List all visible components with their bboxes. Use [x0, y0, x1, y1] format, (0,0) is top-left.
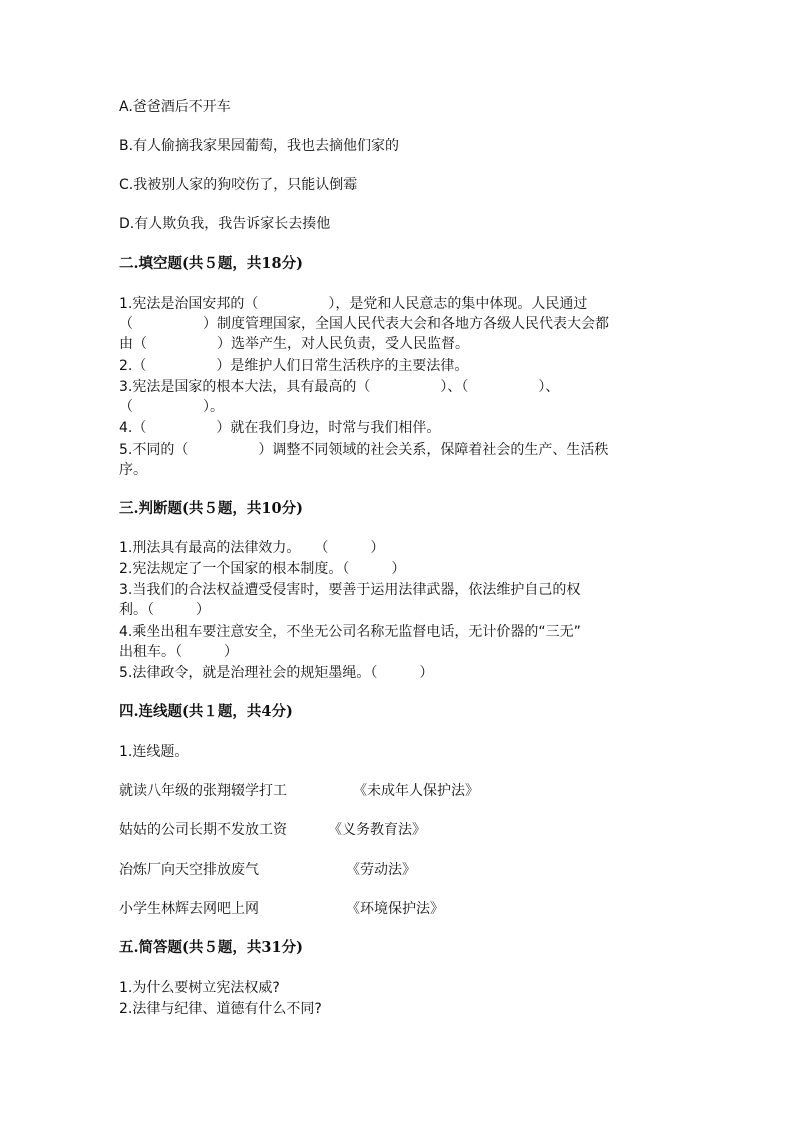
match-left: 冶炼厂向天空排放废气 [119, 862, 259, 878]
section-heading-short: 五.简答题(共５题，共31分) [119, 939, 303, 956]
fill-line: （ ）制度管理国家，全国人民代表大会和各地方各级人民代表大会都 [119, 316, 609, 332]
fill-line: 由（ ）选举产生，对人民负责，受人民监督。 [119, 336, 469, 352]
section-heading-fill: 二.填空题(共５题，共18分) [119, 255, 303, 272]
match-right: 《环境保护法》 [346, 901, 444, 917]
judge-line: 3.当我们的合法权益遭受侵害时，要善于运用法律武器，依法维护自己的权 [119, 582, 581, 598]
fill-line: 5.不同的（ ）调整不同领域的社会关系，保障着社会的生产、生活秩 [119, 442, 609, 458]
fill-line: （ ）。 [119, 399, 224, 415]
option-c: C.我被别人家的狗咬伤了，只能认倒霉 [119, 177, 358, 193]
match-right: 《义务教育法》 [328, 822, 426, 838]
judge-line: 出租车。（ ） [119, 644, 238, 660]
match-right: 《未成年人保护法》 [353, 783, 479, 799]
match-left: 小学生林辉去网吧上网 [119, 901, 259, 917]
fill-line: 序。 [119, 462, 147, 478]
judge-line: 2.宪法规定了一个国家的根本制度。（ ） [119, 561, 406, 577]
short-line: 2.法律与纪律、道德有什么不同? [119, 1001, 322, 1017]
fill-line: 4.（ ）就在我们身边，时常与我们相伴。 [119, 420, 441, 436]
judge-line: 利。（ ） [119, 602, 210, 618]
fill-line: 3.宪法是国家的根本大法，具有最高的（ ）、（ ）、 [119, 379, 560, 395]
option-b: B.有人偷摘我家果园葡萄，我也去摘他们家的 [119, 138, 400, 154]
option-a: A.爸爸酒后不开车 [119, 99, 231, 115]
fill-line: 2.（ ）是维护人们日常生活秩序的主要法律。 [119, 358, 469, 374]
match-left: 就读八年级的张翔辍学打工 [119, 783, 287, 799]
match-right: 《劳动法》 [346, 862, 416, 878]
judge-line: 4.乘坐出租车要注意安全，不坐无公司名称无监督电话，无计价器的“三无” [119, 624, 581, 640]
judge-line: 5.法律政令，就是治理社会的规矩墨绳。（ ） [119, 665, 434, 681]
option-d: D.有人欺负我，我告诉家长去揍他 [119, 216, 331, 232]
judge-line: 1.刑法具有最高的法律效力。 （ ） [119, 540, 385, 556]
fill-line: 1.宪法是治国安邦的（ ），是党和人民意志的集中体现。人民通过 [119, 296, 588, 312]
section-heading-match: 四.连线题(共１题，共4分) [119, 703, 293, 720]
match-left: 姑姑的公司长期不发放工资 [119, 822, 287, 838]
match-intro: 1.连线题。 [119, 744, 189, 760]
section-heading-judge: 三.判断题(共５题，共10分) [119, 500, 303, 517]
short-line: 1.为什么要树立宪法权威? [119, 980, 280, 996]
